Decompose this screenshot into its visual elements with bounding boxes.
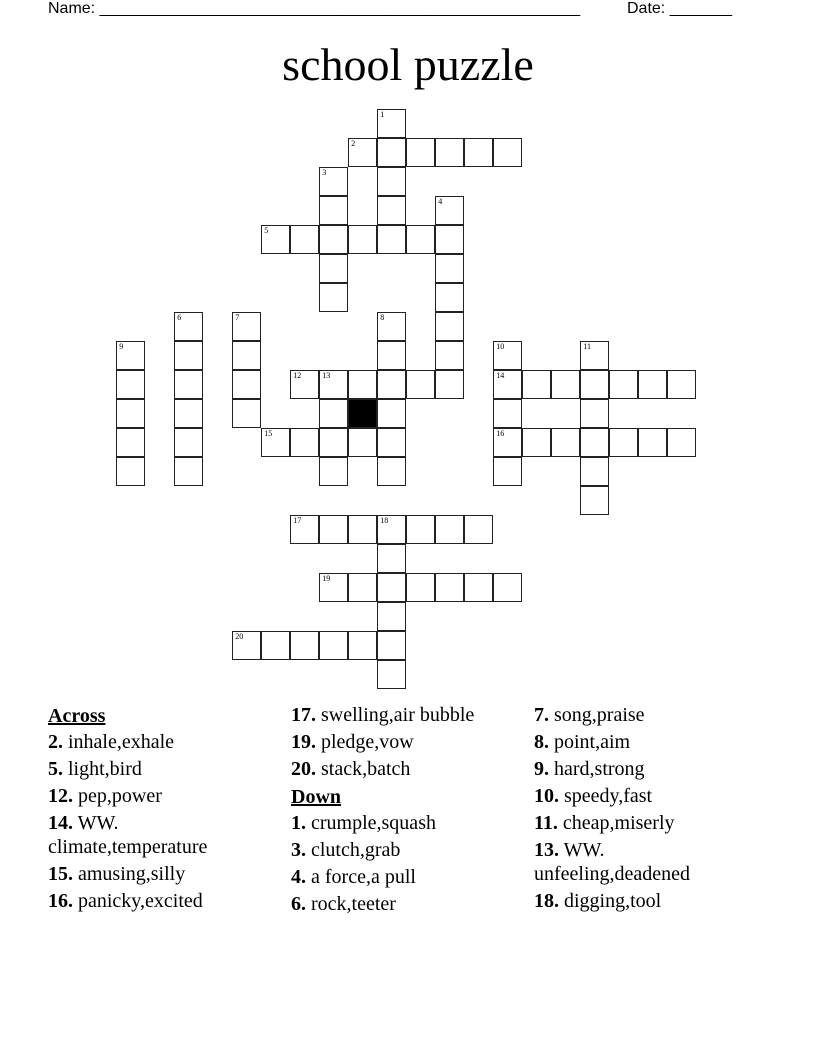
grid-cell[interactable] xyxy=(551,428,580,457)
grid-cell[interactable] xyxy=(348,370,377,399)
clue-text: speedy,fast xyxy=(564,785,653,807)
grid-cell[interactable] xyxy=(319,399,348,428)
clue-num: 16. xyxy=(48,890,73,912)
clue-number: 4 xyxy=(438,197,443,207)
grid-cell[interactable] xyxy=(319,196,348,225)
clue-num: 3. xyxy=(291,839,306,861)
grid-cell[interactable] xyxy=(319,254,348,283)
clue-number: 13 xyxy=(322,371,331,381)
grid-cell[interactable] xyxy=(319,573,348,602)
grid-cell[interactable] xyxy=(493,138,522,167)
clue-num: 20. xyxy=(291,758,316,780)
clue-number: 18 xyxy=(380,516,389,526)
grid-cell[interactable] xyxy=(319,283,348,312)
clue-num: 15. xyxy=(48,863,73,885)
clue-column-1 xyxy=(48,703,278,916)
grid-cell[interactable] xyxy=(319,225,348,254)
grid-cell[interactable] xyxy=(232,370,261,399)
grid-cell[interactable] xyxy=(522,370,551,399)
grid-cell[interactable] xyxy=(406,370,435,399)
grid-cell[interactable] xyxy=(638,428,667,457)
grid-cell[interactable] xyxy=(464,515,493,544)
clue-number: 3 xyxy=(322,168,327,178)
grid-cell[interactable] xyxy=(377,631,406,660)
grid-cell[interactable] xyxy=(580,486,609,515)
clue-down xyxy=(291,865,521,889)
clue-text: cheap,miserly xyxy=(562,812,675,834)
grid-cell[interactable] xyxy=(406,573,435,602)
grid-cell[interactable] xyxy=(348,225,377,254)
clue-num: 12. xyxy=(48,785,73,807)
grid-cell[interactable] xyxy=(377,660,406,689)
clue-across xyxy=(291,757,521,781)
clue-number: 14 xyxy=(496,371,505,381)
grid-cell[interactable] xyxy=(435,312,464,341)
grid-cell[interactable] xyxy=(435,283,464,312)
grid-cell[interactable] xyxy=(377,109,406,138)
black-cell xyxy=(348,399,377,428)
clue-number: 1 xyxy=(380,110,385,120)
clue-number: 9 xyxy=(119,342,124,352)
grid-cell[interactable] xyxy=(232,399,261,428)
clue-number: 16 xyxy=(496,429,505,439)
grid-cell[interactable] xyxy=(290,428,319,457)
clue-number: 2 xyxy=(351,139,356,149)
grid-cell[interactable] xyxy=(551,370,580,399)
clue-number: 12 xyxy=(293,371,302,381)
grid-cell[interactable] xyxy=(116,341,145,370)
grid-cell[interactable] xyxy=(174,399,203,428)
grid-cell[interactable] xyxy=(377,370,406,399)
grid-cell[interactable] xyxy=(174,341,203,370)
clue-down xyxy=(534,757,764,781)
clue-number: 7 xyxy=(235,313,240,323)
grid-cell[interactable] xyxy=(261,225,290,254)
grid-cell[interactable] xyxy=(319,428,348,457)
clue-text: song,praise xyxy=(554,704,645,726)
clue-text: pep,power xyxy=(78,785,162,807)
clue-text: panicky,excited xyxy=(78,890,203,912)
grid-cell[interactable] xyxy=(377,138,406,167)
grid-cell[interactable] xyxy=(261,428,290,457)
grid-cell[interactable] xyxy=(290,370,319,399)
clue-text: point,aim xyxy=(554,731,631,753)
grid-cell[interactable] xyxy=(493,399,522,428)
clue-num: 4. xyxy=(291,866,306,888)
grid-cell[interactable] xyxy=(319,631,348,660)
down-heading: Down xyxy=(291,786,342,808)
clue-text: WW. climate,temperature xyxy=(48,812,208,858)
clue-text: clutch,grab xyxy=(311,839,401,861)
clue-across xyxy=(48,862,278,886)
clue-num: 2. xyxy=(48,731,63,753)
grid-cell[interactable] xyxy=(493,370,522,399)
clue-number: 11 xyxy=(583,342,591,352)
clue-column-2 xyxy=(291,703,521,919)
grid-cell[interactable] xyxy=(638,370,667,399)
clue-down xyxy=(291,811,521,835)
clue-across xyxy=(48,784,278,808)
clue-number: 15 xyxy=(264,429,273,439)
grid-cell[interactable] xyxy=(493,428,522,457)
clue-text: a force,a pull xyxy=(311,866,416,888)
grid-cell[interactable] xyxy=(377,341,406,370)
grid-cell[interactable] xyxy=(580,457,609,486)
grid-cell[interactable] xyxy=(406,515,435,544)
grid-cell[interactable] xyxy=(435,515,464,544)
clue-down xyxy=(534,703,764,727)
grid-cell[interactable] xyxy=(319,167,348,196)
clue-across xyxy=(48,889,278,913)
grid-cell[interactable] xyxy=(232,341,261,370)
grid-cell[interactable] xyxy=(377,573,406,602)
clue-text: hard,strong xyxy=(554,758,645,780)
clue-across xyxy=(48,757,278,781)
clue-down xyxy=(534,889,764,913)
clue-text: rock,teeter xyxy=(311,893,396,915)
clue-num: 7. xyxy=(534,704,549,726)
grid-cell[interactable] xyxy=(261,631,290,660)
grid-cell[interactable] xyxy=(435,196,464,225)
clue-down xyxy=(291,892,521,916)
grid-cell[interactable] xyxy=(435,254,464,283)
clue-across xyxy=(291,703,521,727)
grid-cell[interactable] xyxy=(116,370,145,399)
clue-num: 8. xyxy=(534,731,549,753)
grid-cell[interactable] xyxy=(348,428,377,457)
clue-down xyxy=(534,811,764,835)
grid-cell[interactable] xyxy=(435,573,464,602)
grid-cell[interactable] xyxy=(319,370,348,399)
grid-cell[interactable] xyxy=(348,573,377,602)
grid-cell[interactable] xyxy=(174,312,203,341)
grid-cell[interactable] xyxy=(348,631,377,660)
clue-number: 8 xyxy=(380,313,385,323)
grid-cell[interactable] xyxy=(377,428,406,457)
grid-cell[interactable] xyxy=(377,544,406,573)
grid-cell[interactable] xyxy=(116,457,145,486)
grid-cell[interactable] xyxy=(464,573,493,602)
clue-down xyxy=(534,784,764,808)
grid-cell[interactable] xyxy=(232,631,261,660)
grid-cell[interactable] xyxy=(435,138,464,167)
clue-text: crumple,squash xyxy=(311,812,436,834)
grid-cell[interactable] xyxy=(377,602,406,631)
across-heading: Across xyxy=(48,705,106,727)
grid-cell[interactable] xyxy=(290,225,319,254)
clue-text: inhale,exhale xyxy=(68,731,175,753)
grid-cell[interactable] xyxy=(174,428,203,457)
grid-cell[interactable] xyxy=(609,428,638,457)
grid-cell[interactable] xyxy=(580,341,609,370)
grid-cell[interactable] xyxy=(580,370,609,399)
grid-cell[interactable] xyxy=(348,138,377,167)
clue-number: 5 xyxy=(264,226,269,236)
clue-number: 20 xyxy=(235,632,244,642)
clue-num: 6. xyxy=(291,893,306,915)
grid-cell[interactable] xyxy=(493,573,522,602)
clue-num: 5. xyxy=(48,758,63,780)
grid-cell[interactable] xyxy=(377,167,406,196)
clue-num: 11. xyxy=(534,812,558,834)
grid-cell[interactable] xyxy=(377,225,406,254)
grid-cell[interactable] xyxy=(435,341,464,370)
grid-cell[interactable] xyxy=(174,457,203,486)
clue-number: 6 xyxy=(177,313,182,323)
clue-text: pledge,vow xyxy=(321,731,414,753)
grid-cell[interactable] xyxy=(319,515,348,544)
grid-cell[interactable] xyxy=(116,428,145,457)
grid-cell[interactable] xyxy=(435,370,464,399)
grid-cell[interactable] xyxy=(290,515,319,544)
clue-column-3 xyxy=(534,703,764,916)
grid-cell[interactable] xyxy=(377,515,406,544)
name-field: Name: ______________________________________________________ xyxy=(48,0,581,17)
clue-text: stack,batch xyxy=(321,758,411,780)
clue-num: 17. xyxy=(291,704,316,726)
grid-cell[interactable] xyxy=(377,457,406,486)
grid-cell[interactable] xyxy=(580,399,609,428)
clue-down xyxy=(291,838,521,862)
grid-cell[interactable] xyxy=(609,370,638,399)
grid-cell[interactable] xyxy=(116,399,145,428)
clue-across xyxy=(291,730,521,754)
clue-num: 14. xyxy=(48,812,73,834)
page-title: school puzzle xyxy=(282,39,534,90)
grid-cell[interactable] xyxy=(580,428,609,457)
clue-number: 19 xyxy=(322,574,331,584)
clue-text: light,bird xyxy=(68,758,142,780)
clue-down xyxy=(534,838,764,886)
grid-cell[interactable] xyxy=(348,515,377,544)
clue-number: 17 xyxy=(293,516,302,526)
clue-text: digging,tool xyxy=(564,890,662,912)
clue-across xyxy=(48,730,278,754)
date-field: Date: _______ xyxy=(627,0,732,17)
grid-cell[interactable] xyxy=(377,196,406,225)
grid-cell[interactable] xyxy=(406,138,435,167)
grid-cell[interactable] xyxy=(406,225,435,254)
clue-down xyxy=(534,730,764,754)
clue-num: 10. xyxy=(534,785,559,807)
grid-cell[interactable] xyxy=(493,457,522,486)
clue-num: 9. xyxy=(534,758,549,780)
grid-cell[interactable] xyxy=(232,312,261,341)
clue-num: 19. xyxy=(291,731,316,753)
clue-text: swelling,air bubble xyxy=(321,704,475,726)
grid-cell[interactable] xyxy=(493,341,522,370)
grid-cell[interactable] xyxy=(667,428,696,457)
clue-num: 13. xyxy=(534,839,559,861)
grid-cell[interactable] xyxy=(464,138,493,167)
grid-cell[interactable] xyxy=(377,312,406,341)
clue-num: 1. xyxy=(291,812,306,834)
clue-number: 10 xyxy=(496,342,505,352)
grid-cell[interactable] xyxy=(522,428,551,457)
grid-cell[interactable] xyxy=(667,370,696,399)
grid-cell[interactable] xyxy=(174,370,203,399)
grid-cell[interactable] xyxy=(290,631,319,660)
grid-cell[interactable] xyxy=(435,225,464,254)
clue-num: 18. xyxy=(534,890,559,912)
grid-cell[interactable] xyxy=(319,457,348,486)
grid-cell[interactable] xyxy=(377,399,406,428)
clue-across xyxy=(48,811,278,859)
clue-text: amusing,silly xyxy=(78,863,186,885)
clue-text: WW. unfeeling,deadened xyxy=(534,839,691,885)
